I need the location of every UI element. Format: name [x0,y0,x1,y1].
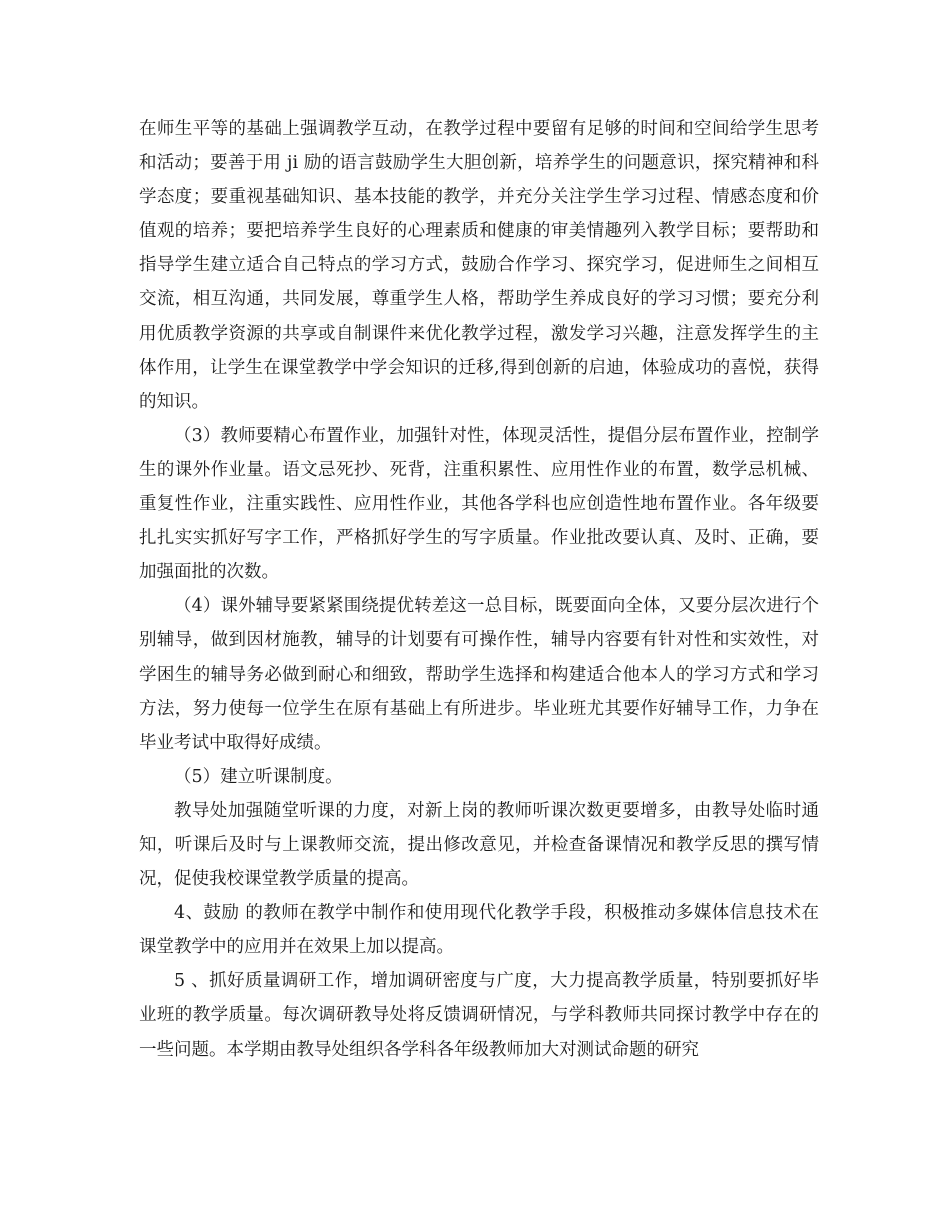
paragraph-homework: （3）教师要精心布置作业，加强针对性，体现灵活性，提倡分层布置作业，控制学生的课外作业量。语文忌死抄、死背，注重积累性、应用性作业的布置，数学忌机械、重复性作业，注重实践性、应用性作业，其他各学科也应创造性地布置作业。各年级要扎扎实实抓好写字工作，严格抓好学生的写字质量。作业批改要认真、及时、正确，要加强面批的次数。 [139,425,819,583]
paragraph-teaching-interaction: 在师生平等的基础上强调教学互动，在教学过程中要留有足够的时间和空间给学生思考和活动；要善于用 ji 励的语言鼓励学生大胆创新，培养学生的问题意识，探究精神和科学态度；要重视基础知识、基本技能的教学，并充分关注学生学习过程、情感态度和价值观的培养；要把培养学生良好的心理素质和健康的审美情趣列入教学目标；要帮助和指导学生建立适合自己特点的学习方式，鼓励合作学习、探究学习，促进师生之间相互交流，相互沟通，共同发展，尊重学生人格，帮助学生养成良好的学习习惯；要充分利用优质教学资源的共享或自制课件来优化教学过程，激发学习兴趣，注意发挥学生的主体作用，让学生在课堂教学中学会知识的迁移,得到创新的启迪，体验成功的喜悦，获得 的知识。 [139,119,819,412]
paragraph-lecture-system-heading: （5）建立听课制度。 [174,766,343,787]
paragraph-multimedia: 4、鼓励 的教师在教学中制作和使用现代化教学手段，积极推动多媒体信息技术在课堂教学中的应用并在效果上加以提高。 [139,903,819,958]
paragraph-quality-research: 5 、抓好质量调研工作，增加调研密度与广度，大力提高教学质量，特别要抓好毕业班的教学质量。每次调研教导处将反馈调研情况，与学科教师共同探讨教学中存在的一些问题。本学期由教导处组织各学科各年级教师加大对测试命题的研究 [139,971,819,1060]
document-body [139,112,819,1067]
paragraph-tutoring: （4）课外辅导要紧紧围绕提优转差这一总目标，既要面向全体，又要分层次进行个别辅导，做到因材施教，辅导的计划要有可操作性，辅导内容要有针对性和实效性，对学困生的辅导务必做到耐心和细致，帮助学生选择和构建适合他本人的学习方式和学习方法，努力使每一位学生在原有基础上有所进步。毕业班尤其要作好辅导工作，力争在毕业考试中取得好成绩。 [139,596,819,753]
paragraph-lecture-system: 教导处加强随堂听课的力度，对新上岗的教师听课次数更要增多，由教导处临时通知，听课后及时与上课教师交流，提出修改意见，并检查备课情况和教学反思的撰写情况，促使我校课堂教学质量的提高。 [139,800,819,890]
